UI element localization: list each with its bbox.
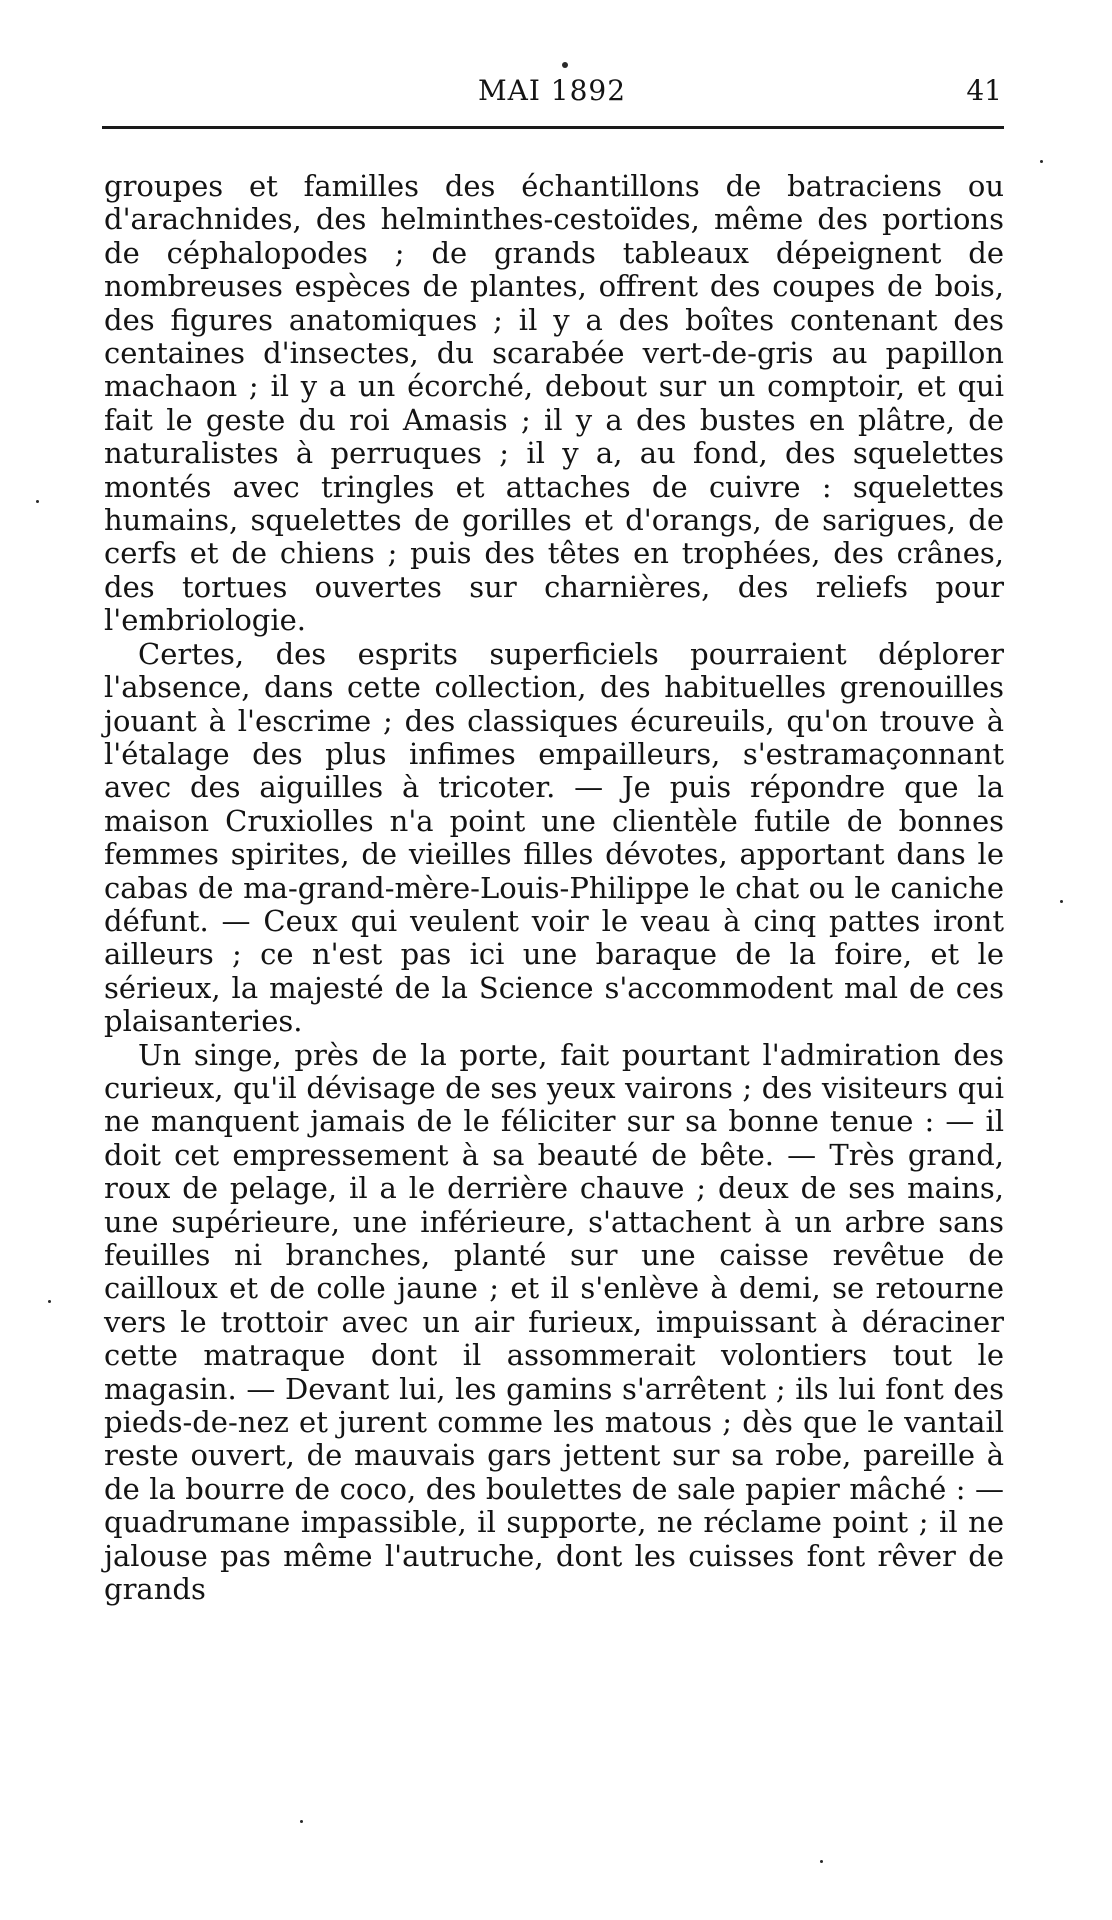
scan-speck <box>1060 900 1063 903</box>
scan-speck <box>300 1820 303 1823</box>
scan-speck <box>1040 160 1043 163</box>
paragraph: Certes, des esprits superficiels pourraient déplorer l'absence, dans cette collection, des habituelles grenouilles jouant à l'escrime ; des classiques écureuils, qu'on trouve à l'étalage des plus infimes empailleurs, s'estramaçonnant avec des aiguilles à tricoter. — Je puis répondre que la maison Cruxiolles n'a point une clientèle futile de bonnes femmes spirites, de vieilles filles dévotes, apportant dans le cabas de ma-grand-mère-Louis-Philippe le chat ou le caniche défunt. — Ceux qui veulent voir le veau à cinq pattes iront ailleurs ; ce n'est pas ici une baraque de la foire, et le sérieux, la majesté de la Science s'accommodent mal de ces plaisanteries. <box>104 636 1004 1039</box>
scan-speck <box>48 1300 51 1303</box>
page-number: 41 <box>966 74 1002 107</box>
scan-speck <box>36 500 39 503</box>
body-text <box>104 170 1004 1606</box>
page-header <box>102 66 1002 116</box>
paragraph-continued: groupes et familles des échantillons de batraciens ou d'arachnides, des helminthes-cestoïdes, même des portions de céphalopodes ; de grands tableaux dépeignent de nombreuses espèces de plantes, offrent des coupes de bois, des figures anatomiques ; il y a des boîtes contenant des centaines d'insectes, du scarabée vert-de-gris au papillon machaon ; il y a un écorché, debout sur un comptoir, et qui fait le geste du roi Amasis ; il y a des bustes en plâtre, de naturalistes à perruques ; il y a, au fond, des squelettes montés avec tringles et attaches de cuivre : squelettes humains, squelettes de gorilles et d'orangs, de sarigues, de cerfs et de chiens ; puis des têtes en trophées, des crânes, des tortues ouvertes sur charnières, des reliefs pour l'embriologie. <box>104 169 1004 638</box>
scan-speck <box>820 1860 823 1863</box>
paragraph: Un singe, près de la porte, fait pourtant l'admiration des curieux, qu'il dévisage de ses yeux vairons ; des visiteurs qui ne manquent jamais de le féliciter sur sa bonne tenue : — il doit cet empressement à sa beauté de bête. — Très grand, roux de pelage, il a le derrière chauve ; deux de ses mains, une supérieure, une inférieure, s'attachent à un arbre sans feuilles ni branches, planté sur une caisse revêtue de cailloux et de colle jaune ; et il s'enlève à demi, se retourne vers le trottoir avec un air furieux, impuissant à déraciner cette matraque dont il assommerait volontiers tout le magasin. — Devant lui, les gamins s'arrêtent ; ils lui font des pieds-de-nez et jurent comme les matous ; dès que le vantail reste ouvert, de mauvais gars jettent sur sa robe, pareille à de la bourre de coco, des boulettes de sale papier mâché : — quadrumane impassible, il supporte, ne réclame point ; il ne jalouse pas même l'autruche, dont les cuisses font rêver de grands <box>104 1037 1004 1607</box>
running-title: MAI 1892 <box>477 74 627 107</box>
scan-speck <box>562 62 568 68</box>
header-rule <box>102 126 1004 129</box>
